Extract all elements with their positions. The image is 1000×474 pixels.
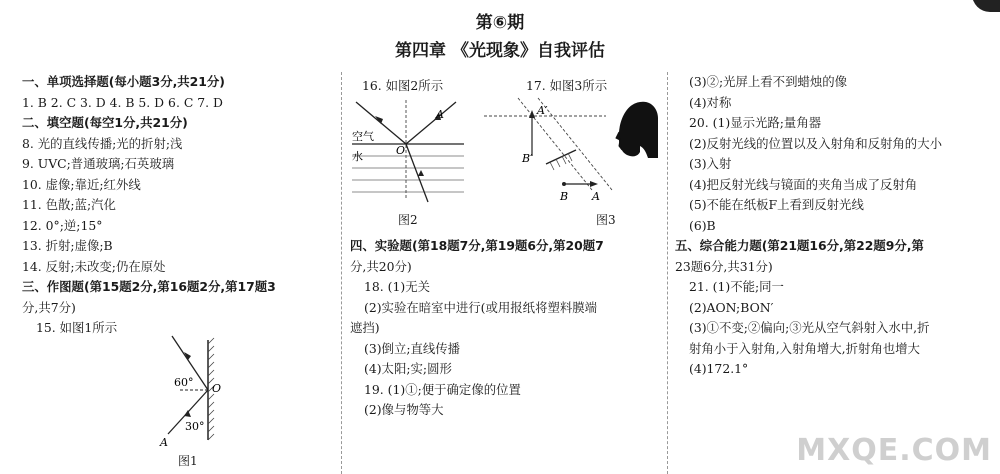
answer-line: (5)不能在纸板F上看到反射光线 xyxy=(689,197,864,212)
fig3-point-b xyxy=(562,182,566,186)
answer-line: 20. (1)显示光路;量角器 xyxy=(689,115,822,130)
fig2-label-o: O xyxy=(396,144,406,157)
fig1-label-a: A xyxy=(160,436,168,449)
answer-line: (2)像与物等大 xyxy=(364,402,444,417)
answer-column-1 xyxy=(22,72,337,339)
figure-3-caption: 图3 xyxy=(596,213,616,227)
answer-line: 23题6分,共31分) xyxy=(675,258,773,274)
answer-line: 12. 0°;逆;15° xyxy=(22,217,103,233)
fig2-refracted-ray xyxy=(406,144,428,202)
answer-line: 11. 色散;蓝;汽化 xyxy=(22,197,116,212)
fig2-water-hatching xyxy=(352,156,464,192)
answer-line: 二、填空题(每空1分,共21分) xyxy=(22,115,188,130)
fig3-arrow-image xyxy=(529,110,535,118)
page-title: 第四章 《光现象》自我评估 xyxy=(395,41,605,61)
figure-2-refraction-diagram xyxy=(348,96,468,208)
figure-1-caption: 图1 xyxy=(178,454,198,468)
fig2-label-air: 空气 xyxy=(352,130,374,143)
fig2-reflected-ray xyxy=(406,102,456,144)
question-16-text: 16. 如图2所示 xyxy=(362,78,444,93)
watermark: MXQE.COM xyxy=(796,433,992,468)
answer-line: (3)①不变;②偏向;③光从空气斜射入水中,折 xyxy=(689,320,930,335)
answer-line: 三、作图题(第15题2分,第16题2分,第17题3 xyxy=(22,279,276,294)
answer-line: 分,共7分) xyxy=(22,299,76,315)
answer-line: (2)反射光线的位置以及入射角和反射角的大小 xyxy=(689,135,942,151)
issue-number: 第⑥期 xyxy=(475,13,525,33)
fig3-label-b-prime: B′ xyxy=(522,152,533,165)
fig3-label-a: A xyxy=(592,190,600,203)
answer-line: (3)倒立;直线传播 xyxy=(364,340,461,356)
figure-2-caption: 图2 xyxy=(398,213,418,227)
fig1-angle-60: 60° xyxy=(174,376,194,389)
fig2-label-water: 水 xyxy=(352,150,363,163)
fig2-label-a: A xyxy=(436,108,444,121)
answer-line: 13. 折射;虚像;B xyxy=(22,238,113,253)
answer-line: (4)172.1° xyxy=(689,361,749,376)
answer-column-3 xyxy=(675,72,995,380)
answer-line: (6)B xyxy=(689,217,716,233)
figure-3-mirror-diagram xyxy=(480,94,660,210)
answer-line: 一、单项选择题(每小题3分,共21分) xyxy=(22,74,225,89)
answer-line: (4)太阳;实;圆形 xyxy=(364,361,452,376)
answer-line: 射角小于入射角,入射角增大,折射角也增大 xyxy=(689,340,920,356)
answer-line: 21. (1)不能;同一 xyxy=(689,279,784,294)
answer-line: 8. 光的直线传播;光的折射;浅 xyxy=(22,135,183,151)
answer-line: (4)把反射光线与镜面的夹角当成了反射角 xyxy=(689,176,918,192)
answer-line: 19. (1)①;便于确定像的位置 xyxy=(364,381,521,397)
fig3-label-a-prime: A′ xyxy=(537,104,548,117)
answer-line: 9. UVC;普通玻璃;石英玻璃 xyxy=(22,156,175,171)
fig3-dashed-line-left xyxy=(518,98,592,190)
fig2-arrow-refracted xyxy=(418,170,424,176)
fig3-dashed-line-right xyxy=(538,98,612,190)
answer-line: (3)入射 xyxy=(689,156,732,171)
fig1-angle-30: 30° xyxy=(185,420,205,433)
answer-line: (2)实验在暗室中进行(或用报纸将塑料膜端 xyxy=(364,299,598,315)
fig3-arrow-object xyxy=(590,181,598,187)
fig2-arrow-incident xyxy=(375,116,383,124)
column-divider-right xyxy=(667,72,668,474)
figure-1-mirror-diagram xyxy=(150,330,240,460)
answer-line: 14. 反射;未改变;仍在原处 xyxy=(22,258,166,274)
fig3-label-b: B xyxy=(560,190,569,203)
answer-line: (2)AON;BON′ xyxy=(689,299,774,315)
answer-line: 15. 如图1所示 xyxy=(36,320,118,335)
answer-line: (4)对称 xyxy=(689,94,732,110)
answer-line: 遮挡) xyxy=(350,320,380,335)
fig1-arrow-reflected xyxy=(184,410,191,417)
fig3-head-silhouette xyxy=(619,102,658,158)
answer-column-2 xyxy=(350,236,662,421)
answer-line: 四、实验题(第18题7分,第19题6分,第20题7 xyxy=(350,238,604,253)
answer-line: 分,共20分) xyxy=(350,258,412,274)
answer-line: 10. 虚像;靠近;红外线 xyxy=(22,176,141,192)
answer-line: 1. B 2. C 3. D 4. B 5. D 6. C 7. D xyxy=(22,94,223,110)
answer-line: (3)②;光屏上看不到蜡烛的像 xyxy=(689,74,848,89)
column-divider-left xyxy=(341,72,342,474)
answer-line: 18. (1)无关 xyxy=(364,279,430,294)
fig3-mirror xyxy=(546,150,576,164)
fig1-label-o: O xyxy=(212,382,222,395)
answer-line: 五、综合能力题(第21题16分,第22题9分,第 xyxy=(675,238,924,253)
question-17-text: 17. 如图3所示 xyxy=(526,78,608,93)
